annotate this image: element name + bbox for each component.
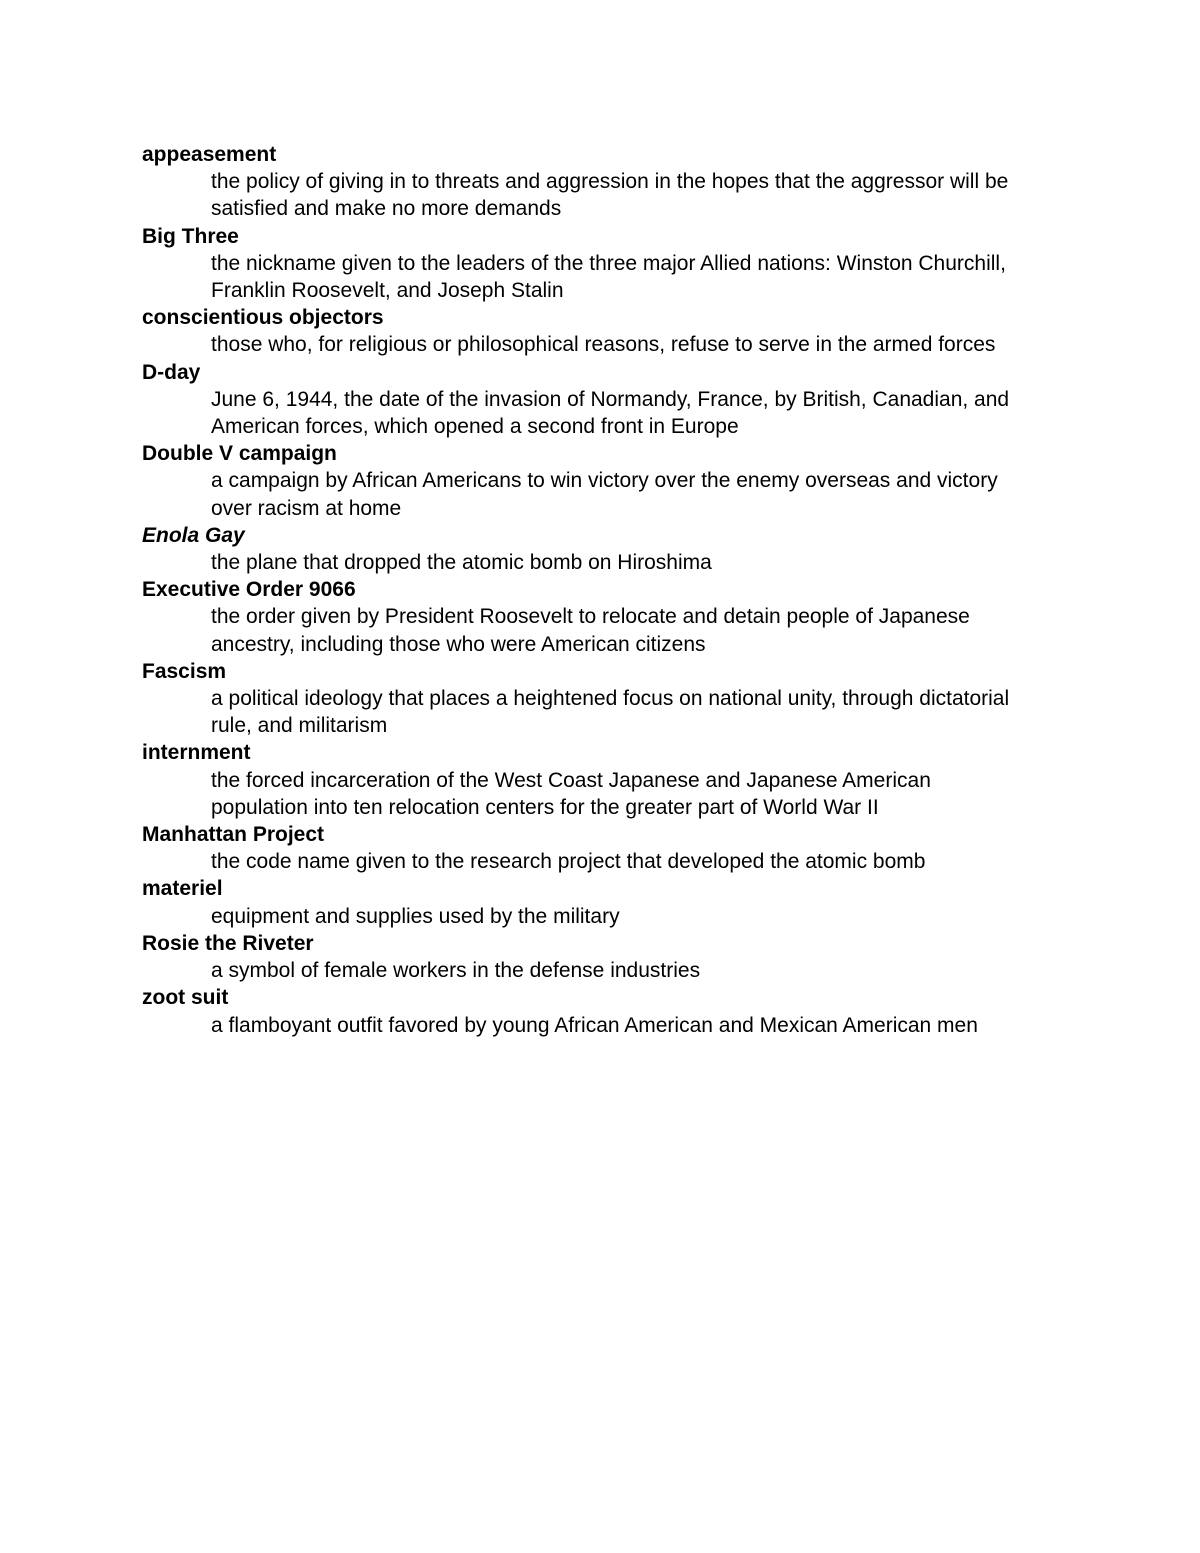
glossary-term: D-day [142,360,201,384]
glossary-entry [142,304,1042,358]
glossary-definition: the plane that dropped the atomic bomb on Hiroshima [211,551,712,575]
glossary-page [142,141,1042,1039]
glossary-definition: June 6, 1944, the date of the invasion of Normandy, France, by British, Canadian, and American forces, which opened a second front in Europe [211,387,1010,439]
glossary-term: conscientious objectors [142,306,384,330]
glossary-term: zoot suit [142,986,229,1010]
glossary-entry [142,739,1042,821]
glossary-definition: the forced incarceration of the West Coast Japanese and Japanese American population into ten relocation centers for the greater part of World War II [211,768,931,819]
glossary-definition: those who, for religious or philosophical reasons, refuse to serve in the armed forces [211,333,996,357]
glossary-term: Double V campaign [142,442,337,466]
glossary-entry [142,522,1042,576]
glossary-definition: the code name given to the research project that developed the atomic bomb [211,850,926,874]
glossary-definition: a symbol of female workers in the defense industries [211,959,701,983]
glossary-term: Enola Gay [142,523,245,547]
glossary-definition: the policy of giving in to threats and aggression in the hopes that the aggressor will be satisfied and make no more demands [211,170,1009,221]
glossary-entry [142,821,1042,875]
glossary-entry [142,984,1042,1038]
glossary-entry [142,658,1042,740]
glossary-entry [142,576,1042,658]
glossary-term: Manhattan Project [142,823,325,847]
glossary-entry [142,440,1042,522]
glossary-entry [142,223,1042,305]
glossary-definition: a political ideology that places a heightened focus on national unity, through dictatorial rule, and militarism [211,687,1010,738]
glossary-term: Executive Order 9066 [142,578,356,602]
glossary-term: materiel [142,877,223,901]
glossary-entry [142,359,1042,441]
glossary-term: appeasement [142,143,277,166]
glossary-definition: equipment and supplies used by the military [211,904,620,928]
glossary-entry [142,875,1042,929]
glossary-definition: a campaign by African Americans to win victory over the enemy overseas and victory over racism at home [211,469,998,520]
glossary-term: Fascism [142,659,227,683]
glossary-term: internment [142,741,251,765]
glossary-entry [142,930,1042,984]
glossary-definition: the order given by President Roosevelt to relocate and detain people of Japanese ancestry, including those who were American citizens [211,605,970,656]
glossary-definition: a flamboyant outfit favored by young African American and Mexican American men [211,1013,978,1037]
glossary-term: Big Three [142,224,239,248]
glossary-definition: the nickname given to the leaders of the three major Allied nations: Winston Churchill, Franklin Roosevelt, and Joseph Stalin [211,251,1006,303]
glossary-term: Rosie the Riveter [142,931,314,955]
glossary-entry [142,141,1042,223]
